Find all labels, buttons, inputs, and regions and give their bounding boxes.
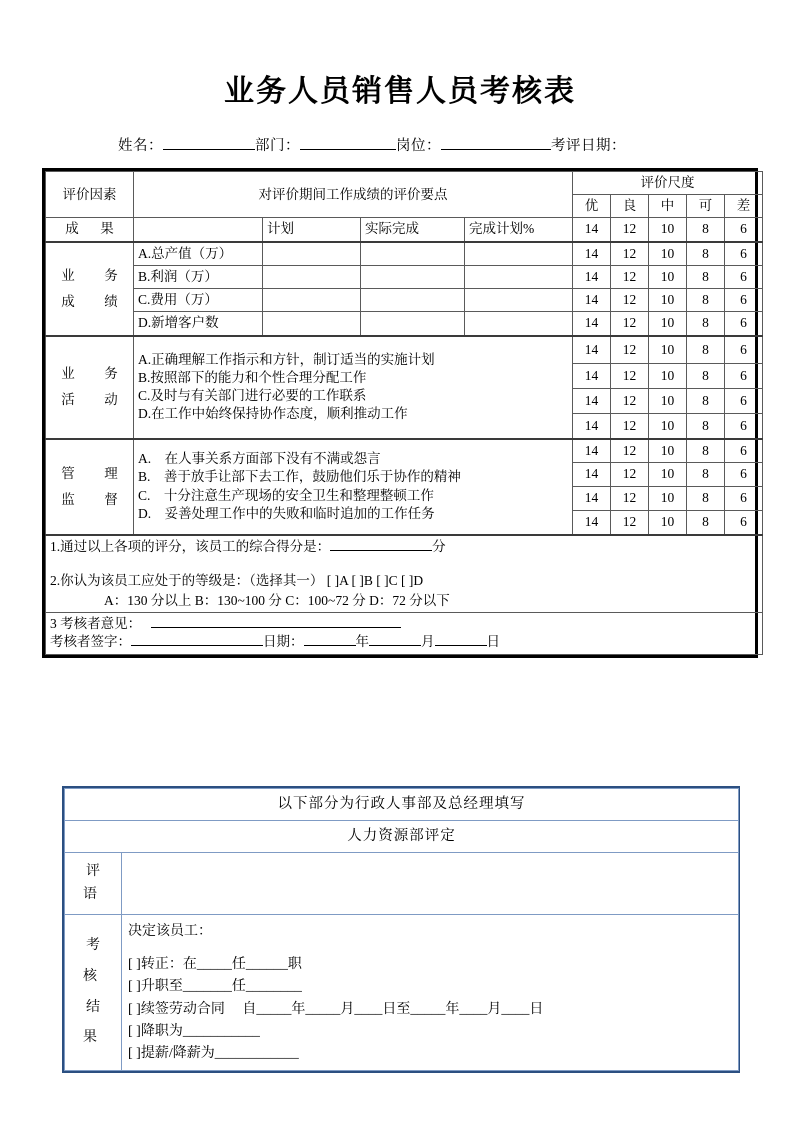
table-row — [46, 336, 763, 364]
score-6[interactable]: 6 — [725, 364, 763, 389]
name-input-blank[interactable] — [163, 136, 255, 151]
score-12[interactable]: 12 — [611, 414, 649, 439]
score-10[interactable]: 10 — [649, 414, 687, 439]
item-label: A. 在人事关系方面部下没有不满或怨言 — [138, 451, 381, 467]
score-12[interactable]: 12 — [611, 265, 649, 288]
score-8[interactable]: 8 — [687, 265, 725, 288]
item-list-management-supervision — [134, 439, 573, 535]
score-8[interactable]: 8 — [687, 312, 725, 336]
summary-questions — [46, 535, 763, 613]
item-label: B.按照部下的能力和个性合理分配工作 — [138, 369, 367, 385]
decision-list — [122, 915, 739, 1070]
score-10[interactable]: 10 — [649, 511, 687, 535]
score-6[interactable]: 6 — [725, 463, 763, 487]
grade-poor: 差 — [725, 195, 763, 218]
score-14[interactable]: 14 — [573, 511, 611, 535]
score-6[interactable]: 6 — [725, 218, 763, 242]
score-10[interactable]: 10 — [649, 218, 687, 242]
result-label-line1: 考 核 — [83, 937, 126, 984]
score-14[interactable]: 14 — [573, 487, 611, 511]
result-label-line2: 结 果 — [83, 999, 126, 1046]
item-label: C. 十分注意生产现场的安全卫生和整理整顿工作 — [138, 487, 434, 503]
score-12[interactable]: 12 — [611, 487, 649, 511]
evaluation-table — [42, 168, 758, 658]
score-14[interactable]: 14 — [573, 336, 611, 364]
score-10[interactable]: 10 — [649, 463, 687, 487]
score-14[interactable]: 14 — [573, 463, 611, 487]
score-8[interactable]: 8 — [687, 389, 725, 414]
signature-label: 考核者签字： — [50, 634, 131, 650]
score-12[interactable]: 12 — [611, 289, 649, 312]
score-8[interactable]: 8 — [687, 439, 725, 463]
score-14[interactable]: 14 — [573, 312, 611, 336]
table-row-summary — [46, 535, 763, 613]
question-1-label: 1.通过以上各项的评分，该员工的综合得分是： — [50, 538, 331, 554]
row-label-business-activity — [46, 336, 134, 439]
hr-comment-row — [65, 853, 739, 915]
score-8[interactable]: 8 — [687, 511, 725, 535]
question-2-grades: A：130 分以上 B：130~100 分 C：100~72 分 D：72 分以下 — [104, 592, 450, 608]
score-12[interactable]: 12 — [611, 218, 649, 242]
percent-cell[interactable] — [465, 265, 573, 288]
item-label: A.总产值（万） — [134, 242, 263, 266]
col-plan: 计划 — [263, 218, 361, 242]
actual-cell[interactable] — [361, 265, 465, 288]
score-10[interactable]: 10 — [649, 364, 687, 389]
score-8[interactable]: 8 — [687, 289, 725, 312]
label-line2: 成 绩 — [61, 293, 126, 309]
grade-medium: 中 — [649, 195, 687, 218]
score-6[interactable]: 6 — [725, 242, 763, 266]
label-line2: 活 动 — [61, 392, 126, 408]
hr-notice: 以下部分为行政人事部及总经理填写 — [65, 789, 739, 821]
table-row — [46, 265, 763, 288]
table-row-reviewer — [46, 613, 763, 654]
score-12[interactable]: 12 — [611, 312, 649, 336]
score-14[interactable]: 14 — [573, 265, 611, 288]
header-scale: 评价尺度 — [573, 172, 763, 195]
day-blank[interactable] — [435, 645, 487, 646]
position-label: 岗位： — [396, 138, 441, 154]
evaluation-date-label: 考评日期： — [551, 138, 626, 154]
decision-title: 决定该员工： — [128, 924, 212, 940]
hr-title: 人力资源部评定 — [65, 821, 739, 853]
row-label-management-supervision — [46, 439, 134, 535]
percent-cell[interactable] — [465, 289, 573, 312]
table-row — [46, 439, 763, 463]
score-10[interactable]: 10 — [649, 242, 687, 266]
table-row — [46, 289, 763, 312]
grade-fair: 可 — [687, 195, 725, 218]
item-label: D. 妥善处理工作中的失败和临时追加的工作任务 — [138, 505, 435, 521]
score-10[interactable]: 10 — [649, 336, 687, 364]
decision-option-salary-change[interactable]: [ ]提薪/降薪为____________ — [128, 1046, 299, 1062]
score-6[interactable]: 6 — [725, 289, 763, 312]
item-label: D.新增客户数 — [134, 312, 263, 336]
score-6[interactable]: 6 — [725, 439, 763, 463]
score-6[interactable]: 6 — [725, 414, 763, 439]
hr-notice-row — [65, 789, 739, 821]
score-14[interactable]: 14 — [573, 389, 611, 414]
header-factor: 评价因素 — [46, 172, 134, 218]
department-input-blank[interactable] — [300, 136, 396, 151]
spacer — [128, 944, 732, 954]
hr-title-row — [65, 821, 739, 853]
col-percent: 完成计划% — [465, 218, 573, 242]
signature-blank[interactable] — [131, 645, 263, 646]
label-line1: 管 理 — [61, 465, 126, 481]
col-actual: 实际完成 — [361, 218, 465, 242]
table-header-row — [46, 172, 763, 195]
date-label: 日期： — [263, 634, 304, 650]
plan-cell[interactable] — [263, 312, 361, 336]
score-14[interactable]: 14 — [573, 289, 611, 312]
reviewer-opinion-label: 3 考核者意见： — [50, 616, 142, 632]
hr-section-grid — [64, 788, 739, 1071]
score-6[interactable]: 6 — [725, 389, 763, 414]
label-line1: 业 务 — [61, 366, 126, 382]
score-8[interactable]: 8 — [687, 414, 725, 439]
department-label: 部门： — [255, 138, 300, 154]
day-unit: 日 — [486, 634, 500, 650]
year-unit: 年 — [355, 634, 369, 650]
item-label: C.及时与有关部门进行必要的工作联系 — [138, 388, 367, 404]
percent-cell[interactable] — [465, 242, 573, 266]
score-14[interactable]: 14 — [573, 218, 611, 242]
evaluation-table-grid — [45, 171, 763, 655]
month-blank[interactable] — [369, 645, 421, 646]
table-row — [46, 242, 763, 266]
total-score-blank[interactable] — [330, 550, 432, 551]
row-label-result: 成 果 — [46, 218, 134, 242]
hr-section-table — [62, 786, 740, 1073]
table-row-result-header — [46, 218, 763, 242]
month-unit: 月 — [421, 634, 435, 650]
score-6[interactable]: 6 — [725, 336, 763, 364]
score-10[interactable]: 10 — [649, 439, 687, 463]
identity-line — [0, 134, 800, 155]
score-12[interactable]: 12 — [611, 463, 649, 487]
comment-label: 评语 — [65, 853, 122, 915]
grade-excellent: 优 — [573, 195, 611, 218]
item-label: D.在工作中始终保持协作态度，顺利推动工作 — [138, 406, 408, 422]
page-title: 业务人员销售人员考核表 — [224, 75, 576, 108]
score-8[interactable]: 8 — [687, 218, 725, 242]
item-label: B.利润（万） — [134, 265, 263, 288]
actual-cell[interactable] — [361, 289, 465, 312]
item-label: C.费用（万） — [134, 289, 263, 312]
decision-option-renew-contract[interactable]: [ ]续签劳动合同 自_____年_____月____日至_____年____月____日 — [128, 1001, 544, 1017]
result-label — [65, 915, 126, 1070]
actual-cell[interactable] — [361, 312, 465, 336]
grade-good: 良 — [611, 195, 649, 218]
item-label: A.正确理解工作指示和方针，制订适当的实施计划 — [138, 351, 435, 367]
score-14[interactable]: 14 — [573, 364, 611, 389]
score-8[interactable]: 8 — [687, 336, 725, 364]
question-1 — [50, 538, 758, 556]
score-8[interactable]: 8 — [687, 242, 725, 266]
table-row — [46, 312, 763, 336]
score-12[interactable]: 12 — [611, 439, 649, 463]
plan-cell[interactable] — [263, 265, 361, 288]
decision-option-promote[interactable]: [ ]升职至_______任________ — [128, 979, 302, 995]
reviewer-opinion-blank[interactable] — [151, 627, 401, 628]
reviewer-section — [46, 613, 763, 654]
item-list-business-activity — [134, 336, 573, 439]
score-6[interactable]: 6 — [725, 265, 763, 288]
score-14[interactable]: 14 — [573, 242, 611, 266]
score-6[interactable]: 6 — [725, 487, 763, 511]
header-points: 对评价期间工作成绩的评价要点 — [134, 172, 573, 218]
score-10[interactable]: 10 — [649, 265, 687, 288]
score-8[interactable]: 8 — [687, 364, 725, 389]
comment-input-area[interactable] — [122, 853, 739, 915]
score-10[interactable]: 10 — [649, 487, 687, 511]
decision-option-demote[interactable]: [ ]降职为___________ — [128, 1023, 260, 1039]
score-6[interactable]: 6 — [725, 312, 763, 336]
question-1-unit: 分 — [432, 538, 446, 554]
score-14[interactable]: 14 — [573, 414, 611, 439]
plan-cell[interactable] — [263, 289, 361, 312]
plan-cell[interactable] — [263, 242, 361, 266]
score-10[interactable]: 10 — [649, 289, 687, 312]
score-6[interactable]: 6 — [725, 511, 763, 535]
score-12[interactable]: 12 — [611, 511, 649, 535]
item-label: B. 善于放手让部下去工作，鼓励他们乐于协作的精神 — [138, 469, 461, 485]
score-10[interactable]: 10 — [649, 389, 687, 414]
decision-option-confirm[interactable]: [ ]转正：在_____任______职 — [128, 956, 302, 972]
year-blank[interactable] — [304, 645, 356, 646]
position-input-blank[interactable] — [441, 136, 551, 151]
score-12[interactable]: 12 — [611, 364, 649, 389]
row-label-business-performance — [46, 242, 134, 336]
score-8[interactable]: 8 — [687, 487, 725, 511]
score-10[interactable]: 10 — [649, 312, 687, 336]
score-14[interactable]: 14 — [573, 439, 611, 463]
label-line1: 业 务 — [61, 267, 126, 283]
score-12[interactable]: 12 — [611, 336, 649, 364]
name-label: 姓名： — [118, 138, 163, 154]
hr-result-row — [65, 915, 739, 1070]
score-12[interactable]: 12 — [611, 389, 649, 414]
score-12[interactable]: 12 — [611, 242, 649, 266]
percent-cell[interactable] — [465, 312, 573, 336]
question-2[interactable]: 2.你认为该员工应处于的等级是：（选择其一） [ ]A [ ]B [ ]C [ ]D — [50, 572, 424, 588]
result-blank-cell[interactable] — [134, 218, 263, 242]
reviewer-signature-line — [50, 633, 758, 651]
actual-cell[interactable] — [361, 242, 465, 266]
label-line2: 监 督 — [61, 491, 126, 507]
reviewer-opinion-line — [50, 615, 758, 633]
score-8[interactable]: 8 — [687, 463, 725, 487]
